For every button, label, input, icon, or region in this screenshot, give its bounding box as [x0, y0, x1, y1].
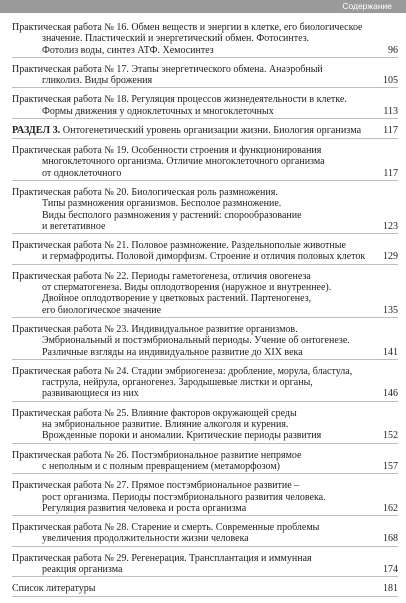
- toc-page-number: 141: [383, 346, 398, 358]
- toc-entry[interactable]: [12, 94, 398, 119]
- toc-entry[interactable]: [12, 22, 398, 58]
- toc-entry[interactable]: [12, 522, 398, 547]
- toc-entry-text-line: Практическая работа № 16. Обмен веществ и энергии в клетке, его биологическое: [12, 22, 363, 33]
- toc-entry-text-line: Типы размножения организмов. Бесполое размножение.: [42, 198, 282, 210]
- toc-entry-text-line: рост организма. Периоды постэмбрионального развития человека.: [42, 491, 326, 503]
- toc-entry-text-line: увеличения продолжительности жизни человека: [42, 533, 249, 545]
- toc-section-heading[interactable]: [12, 125, 398, 139]
- toc-entry-text-line: Фотолиз воды, синтез АТФ. Хемосинтез: [42, 44, 214, 56]
- toc-entry[interactable]: [12, 145, 398, 181]
- section-number: РАЗДЕЛ 3.: [12, 125, 61, 137]
- toc-entry-text-line: Двойное оплодотворение у цветковых растений. Партеногенез,: [42, 293, 312, 305]
- toc-page-number: 105: [383, 75, 398, 87]
- toc-page-number: 113: [383, 105, 398, 117]
- toc-entry-text-line: и гермафродиты. Половой диморфизм. Строение и отличия половых клеток: [42, 251, 366, 263]
- toc-entry-text-line: от одноклеточного: [42, 167, 122, 179]
- toc-page-number: 117: [383, 167, 398, 179]
- toc-page-number: 181: [383, 583, 398, 595]
- toc-page-number: 96: [388, 44, 398, 56]
- toc-entry-text-line: Эмбриональный и постэмбриональный периоды. Учение об онтогенезе.: [42, 335, 350, 347]
- toc-entry[interactable]: [12, 271, 398, 318]
- toc-entry-text-line: Практическая работа № 21. Половое размножение. Раздельнополые животные: [12, 240, 346, 252]
- section-page-number: 117: [383, 125, 398, 137]
- toc-entry-text-line: Практическая работа № 27. Прямое постэмбриональное развитие –: [12, 480, 300, 492]
- toc-entry-text-line: Практическая работа № 23. Индивидуальное развитие организмов.: [12, 323, 298, 335]
- toc-page-number: 157: [383, 460, 398, 472]
- toc-entry[interactable]: [12, 450, 398, 475]
- toc-entry[interactable]: [12, 187, 398, 234]
- toc-entry[interactable]: [12, 480, 398, 516]
- toc-page-number: 135: [383, 304, 398, 316]
- toc-entry-text-line: Практическая работа № 22. Периоды гаметогенеза, отличия овогенеза: [12, 270, 311, 282]
- toc-entry-text-line: Виды бесполого размножения у растений: спорообразование: [42, 209, 302, 221]
- toc-entry-text-line: Практическая работа № 26. Постэмбриональное развитие непрямое: [12, 449, 302, 461]
- toc-entry-text-line: Практическая работа № 18. Регуляция процессов жизнедеятельности в клетке.: [12, 94, 347, 106]
- toc-entry-text-line: Практическая работа № 19. Особенности строения и функционирования: [12, 145, 322, 157]
- toc-entry-text-line: гаструла, нейрула, органогенез. Зародышевые листки и органы,: [42, 377, 313, 389]
- toc-entry-text-line: гликолиз. Виды брожения: [42, 75, 153, 87]
- toc-entry[interactable]: [12, 408, 398, 444]
- toc-page-number: 168: [383, 533, 398, 545]
- toc-entry-text-line: Врожденные пороки и аномалии. Критические периоды развития: [42, 430, 322, 442]
- toc-entry[interactable]: [12, 240, 398, 265]
- header-label: Содержание: [342, 1, 392, 11]
- toc-page-number: 162: [383, 502, 398, 514]
- toc-entry[interactable]: [12, 324, 398, 360]
- toc-entry-text-line: Практическая работа № 28. Старение и смерть. Современные проблемы: [12, 522, 320, 534]
- toc-entry-text-line: Практическая работа № 17. Этапы энергетического обмена. Анаэробный: [12, 63, 323, 75]
- toc-group-after-section: [12, 145, 398, 597]
- toc-entry-text-line: Практическая работа № 29. Регенерация. Трансплантация и иммунная: [12, 552, 312, 564]
- toc-entry-text-line: Различные взгляды на индивидуальное развитие до XIX века: [42, 346, 303, 358]
- toc-entry-text-line: Формы движения у одноклеточных и многоклеточных: [42, 105, 274, 117]
- toc-page-number: 174: [383, 563, 398, 575]
- section-title: Онтогенетический уровень организации жизни. Биология организма: [60, 125, 362, 137]
- toc-page-number: 129: [383, 251, 398, 263]
- toc-group-before-section: [12, 22, 398, 119]
- toc-entry-text-line: реакция организма: [42, 563, 123, 575]
- toc-entry-text-line: на эмбриональное развитие. Влияние алкоголя и курения.: [42, 419, 289, 431]
- toc-entry-text-line: развивающиеся из них: [42, 388, 139, 400]
- toc-entry-text-line: Список литературы: [12, 583, 96, 595]
- toc-entry-text-line: его биологическое значение: [42, 304, 162, 316]
- toc-page-number: 152: [383, 430, 398, 442]
- toc-entry-text-line: Практическая работа № 20. Биологическая роль размножения.: [12, 186, 278, 198]
- toc-entry-text-line: значение. Пластический и энергетический обмен. Фотосинтез.: [42, 33, 310, 45]
- toc-entry-text-line: Практическая работа № 24. Стадии эмбриогенеза: дробление, морула, бластула,: [12, 365, 353, 377]
- toc-page-number: 123: [383, 220, 398, 232]
- toc-entry-text-line: и вегетативное: [42, 220, 106, 232]
- toc-entry-text-line: с неполным и с полным превращением (метаморфозом): [42, 460, 280, 472]
- toc-entry[interactable]: [12, 553, 398, 578]
- toc-entry-text-line: многоклеточного организма. Отличие многоклеточного организма: [42, 156, 325, 168]
- table-of-contents: [12, 22, 398, 603]
- toc-page-number: 146: [383, 388, 398, 400]
- toc-entry-text-line: Практическая работа № 25. Влияние факторов окружающей среды: [12, 407, 297, 419]
- toc-entry-text-line: от сперматогенеза. Виды оплодотворения (наружное и внутреннее).: [42, 282, 332, 294]
- toc-entry[interactable]: [12, 64, 398, 89]
- toc-entry[interactable]: [12, 366, 398, 402]
- toc-entry-text-line: Регуляция развития человека и роста организма: [42, 502, 247, 514]
- page-header-bar: [0, 0, 406, 13]
